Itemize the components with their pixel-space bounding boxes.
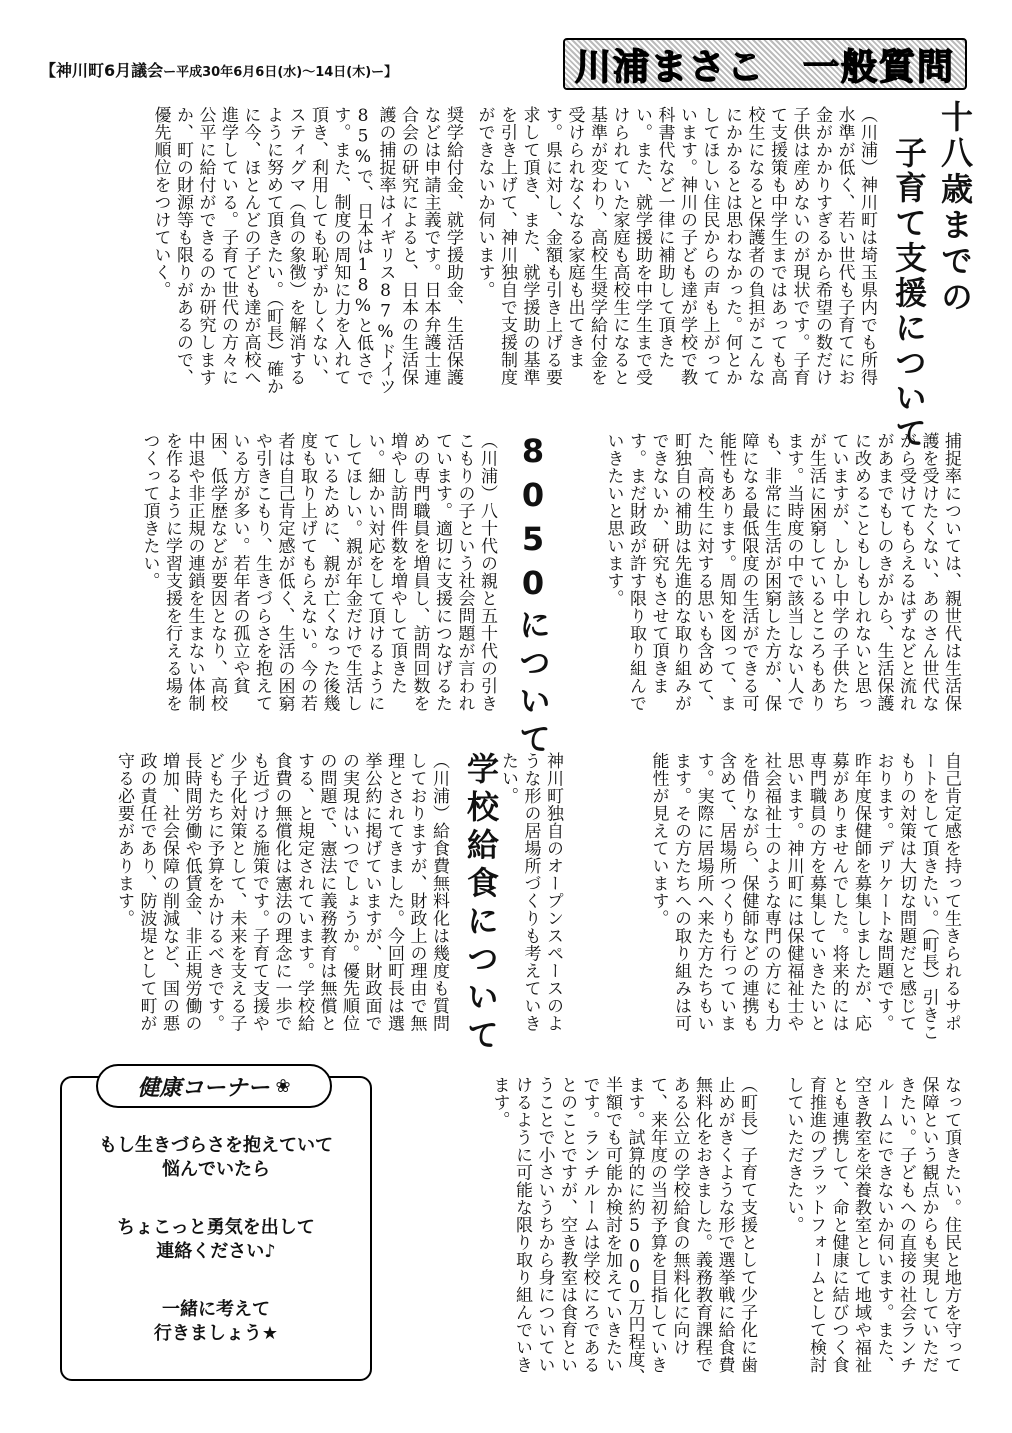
body-text-column-9: （町長）子育て支援として少子化に歯止めがきくような形で選挙戦に給食費無料化をおきました。義務教育課程である公立の学校給食の無料化に向けて、来年度の当初予算を目指していきます。試算的に約5000万円程度、半額でも可能か検討を加えていきたいです。ランチルームは学校にろであるとのことですが、空き教室は食育ということで小さいうちから身についていけるように可能な限り取り組んでいきます。 bbox=[489, 1076, 757, 1386]
health-message-1-line-2: 悩んでいたら bbox=[162, 1159, 270, 1180]
section-heading-8050: 8050について bbox=[514, 432, 552, 760]
section-heading-childcare-2: 子育て支援について bbox=[890, 136, 928, 451]
section-heading-childcare-1: 十八歳までの bbox=[936, 100, 974, 316]
health-message-3-line-2: 行きましょう★ bbox=[153, 1323, 279, 1344]
health-corner-message-3 bbox=[68, 1298, 364, 1346]
health-corner-message-1 bbox=[68, 1134, 364, 1182]
health-message-2-line-2: 連絡ください♪ bbox=[156, 1241, 276, 1262]
health-corner-box bbox=[60, 1076, 372, 1381]
body-text-column-8: なって頂きたい。住民と地方を守って保障という観点からも実現していただきたい。子どもへの直接の社会ランチルームにできないか伺います。また、空き教室を栄養教室として地域や福祉とも連携して、命と健康に結びつく食育推進のプラットフォームとして検討していただきたい。 bbox=[783, 1076, 961, 1374]
section-heading-school-lunch: 学校給食について bbox=[462, 752, 500, 1056]
header-dates: ー平成30年6月6日(水)〜14日(木)ー】 bbox=[163, 65, 398, 80]
header-banner: 川浦まさこ 一般質問 bbox=[563, 38, 967, 90]
body-text-column-1: （川浦）神川町は埼玉県内でも所得水準が低く、若い世代も子育てにお金がかかりすぎるから希望の数だけ子供は産めないのが現状です。子育て支援策も中学生まではあっても高校生になると保護者の負担がこんなにかかるとは思わなかった。何とかしてほしい住民からの声も上がっています。神川の子ども達が学校で教科書代など一律に補助して頂きたい。また、就学援助を中学生まで受けられていた家庭も高校生になると基準が変わり、高校生奨学給付金を受けられなくなる家庭も出てきます。県に対し、金額も引き上げる要求して頂き、また、就学援助の基準を引き上げて、神川独自で支援制度ができないか伺います。 bbox=[474, 106, 877, 386]
flower-icon: ❀ bbox=[275, 1075, 291, 1097]
health-corner-title bbox=[96, 1064, 332, 1108]
body-text-column-2: 奨学給付金、就学援助金、生活保護などは申請主義です。日本弁護士連合会の研究によると、日本の生活保護の捕捉率はイギリス87%ドイツ85%で、日本は18%と低さです。また、制度の周知に力を入れて頂き、利用しても恥ずかしくない、スティグマ（負の象徴）を解消するように努めて頂きたい。（町長）確かに今、ほとんどの子ども達が高校へ進学している。子育て世代の方々に公平に給付ができるのか研究しますか、町の財源等も限りがあるので、優先順位をつけていく。 bbox=[150, 106, 463, 395]
health-corner-title-text: 健康コーナー bbox=[137, 1075, 270, 1101]
body-text-column-3: 捕捉率については、親世代は生活保護を受けたくない、あのさん世代ながら受けてもらえるはずなどと流れがあまでもしのきがから、生活保護に改めることもしもしれないと思っていますが、しかし中学の子供たちが生活に困窮しているところもあります。当時度の中で該当しない人でも、非常に生活が困窮した方が、保障になる最低限度の生活ができる可能性もあります。周知を図って、また、高校生に対する思いも含めて、町独自の補助は先進的な取り組みができないか、研究もさせて頂きます。まだ財政が許す限り取り組んでいきたいと思います。 bbox=[603, 432, 961, 712]
health-corner-message-2 bbox=[68, 1216, 364, 1264]
health-message-2-line-1: ちょこっと勇気を出して bbox=[117, 1217, 315, 1238]
body-text-column-5: 自己肯定感を持って生きられるサポートをして頂きたい。（町長）引きこもりの対策は大切な問題だと感じております。デリケートな問題です。昨年度保健師を募集しましたが、応募がありませんでした。将来的には専門職員の方を募集していきたいと思います。神川町には保健福祉士や社会福祉士のような専門の方にも力を借りながら、保健師などの連携も含めて、居場所つくりも行っています。実際に居場所へ来た方たちもいます。その方たちへの取り組みは可能性が見えています。 bbox=[648, 752, 961, 1041]
health-message-1-line-1: もし生きづらさを抱えていて bbox=[99, 1135, 333, 1156]
page-header bbox=[40, 58, 397, 81]
body-text-column-4: （川浦）八十代の親と五十代の引きこもりの子という社会問題が言われています。適切に支援につなげるための専門職員を増員し、訪問回数を増やし訪問件数を増やして頂きたい。細かい対応をして頂けるようにしてほしい。親が年金だけで生活しているために、親が亡くなった後幾度も取り上げてもらえない。今の若者は自己肯定感が低く、生活の困窮や引きこもり、生きづらさを抱えている方が多い。若年者の孤立や貧困、低学歴などが要因となり、高校中退や非正規の連鎖を生まない体制を作るように学習支援を行える場をつくって頂きたい。 bbox=[139, 432, 497, 712]
health-message-3-line-1: 一緒に考えて bbox=[162, 1299, 270, 1320]
body-text-column-6: 神川町独自のオープンスペースのような形の居場所づくりも考えていきたい。 bbox=[498, 752, 563, 1032]
body-text-column-7: （川浦）給食費無料化は幾度も質問しておりますが、財政上の理由で無理とされてきました。今回町長は選挙公約に掲げていますが、財政面での実現はいつでしょうか。優先順位の問題で、憲法に義務教育は無償とする、と規定されています。学校給食費の無償化は憲法の理念に一歩でも近づける施策です。子育て支援や少子化対策として、未来を支える子どもたちに予算をかけるべきです。長時間労働や低賃金、非正規労働の増加、社会保障の削減など、国の悪政の責任であり、防波堤として町が守る必要があります。 bbox=[114, 752, 449, 1032]
header-title: 【神川町6月議会 bbox=[40, 61, 164, 80]
